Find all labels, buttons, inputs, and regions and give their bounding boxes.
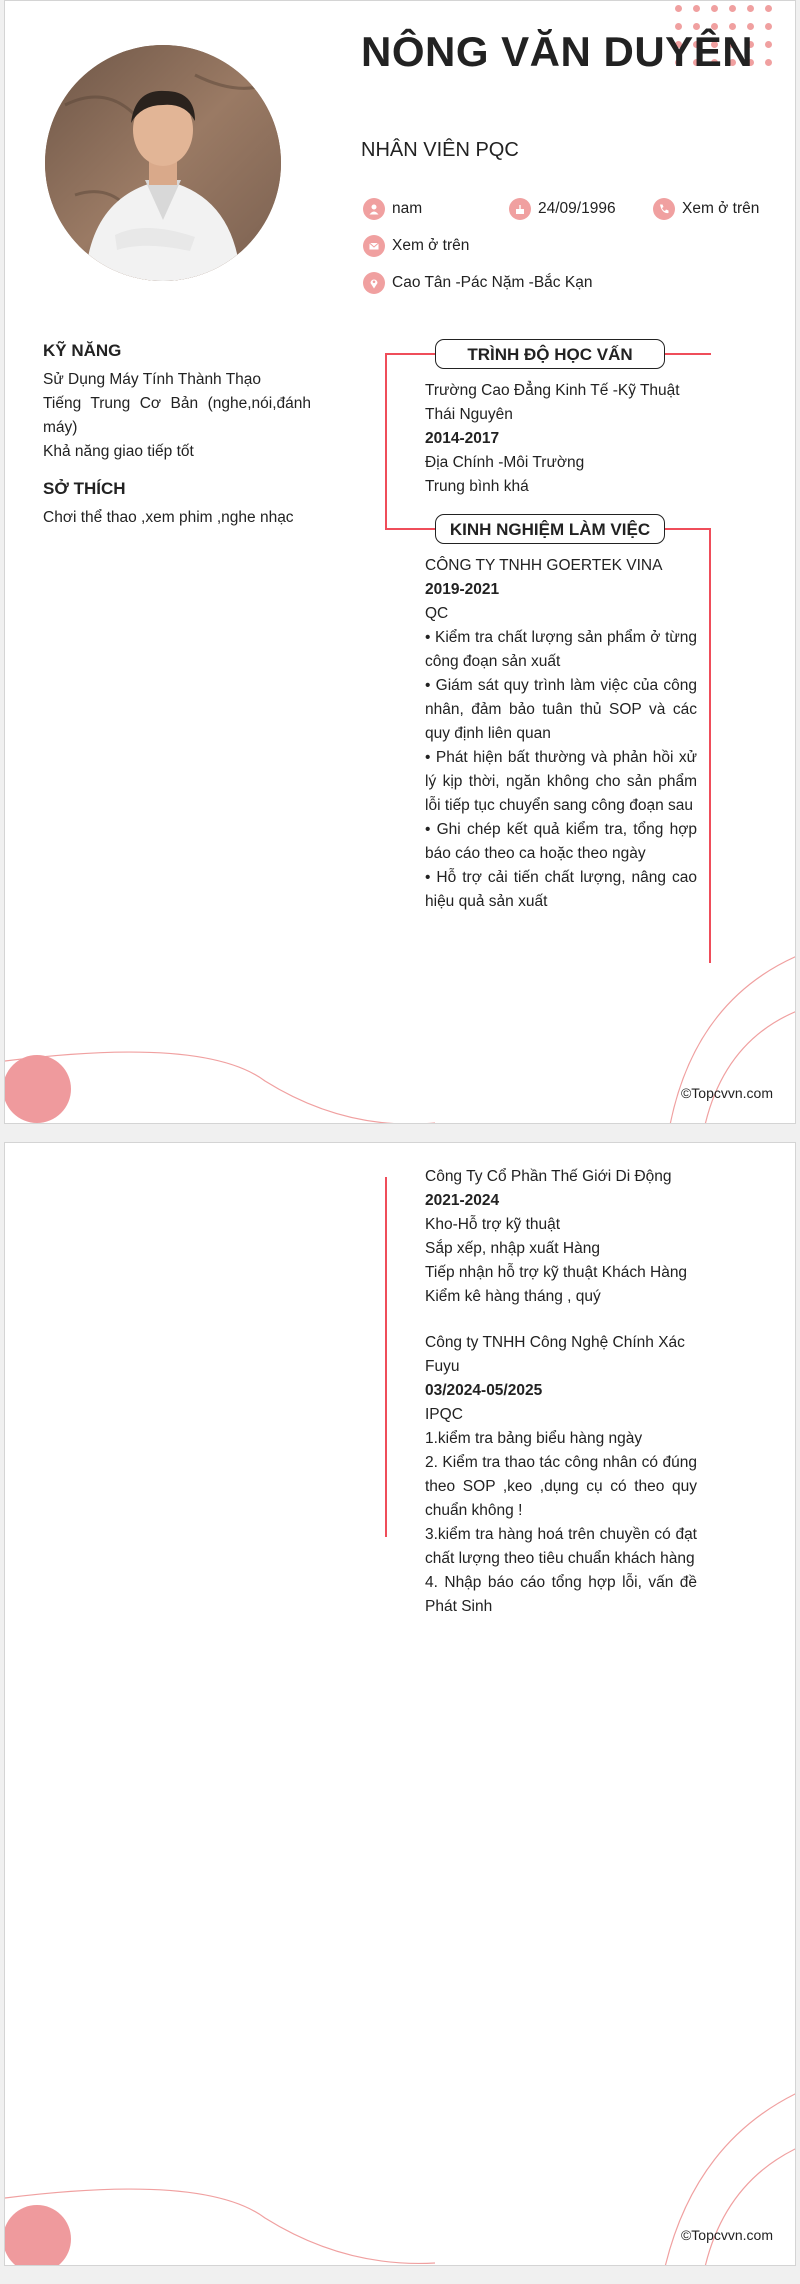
job-period: 2019-2021 [425, 581, 500, 598]
phone-text: Xem ở trên [682, 200, 760, 217]
job-title: NHÂN VIÊN PQC [361, 139, 519, 161]
hobbies-title: SỞ THÍCH [43, 479, 126, 498]
job-detail: • Kiểm tra chất lượng sản phẩm ở từng công đoạn sản xuất [425, 629, 697, 670]
job-detail: Kiểm kê hàng tháng , quý [425, 1288, 601, 1305]
job-detail: • Giám sát quy trình làm việc của công nhân, đảm bảo tuân thủ SOP và các quy định liên quan [425, 677, 697, 742]
job-detail: • Hỗ trợ cải tiến chất lượng, nâng cao hiệu quả sản xuất [425, 869, 697, 910]
job-role: IPQC [425, 1406, 463, 1423]
company-name: Công ty TNHH Công Nghệ Chính Xác Fuyu [425, 1334, 685, 1375]
job-detail: 1.kiểm tra bảng biểu hàng ngày [425, 1430, 643, 1447]
education-major: Địa Chính -Môi Trường [425, 454, 585, 471]
decorative-blob [4, 1055, 71, 1123]
job-detail: • Ghi chép kết quả kiểm tra, tổng hợp báo cáo theo ca hoặc theo ngày [425, 821, 697, 862]
decorative-curves [5, 1, 796, 1124]
job-role: QC [425, 605, 449, 622]
job-period: 03/2024-05/2025 [425, 1382, 543, 1399]
job-detail: 4. Nhập báo cáo tổng hợp lỗi, vấn đề Phát Sinh [425, 1574, 697, 1615]
skill-item: Tiếng Trung Cơ Bản (nghe,nói,đánh máy) [43, 395, 311, 436]
job-detail: 3.kiểm tra hàng hoá trên chuyền có đạt chất lượng theo tiêu chuẩn khách hàng [425, 1526, 697, 1567]
candidate-name: NÔNG VĂN DUYÊN [361, 28, 754, 75]
company-name: CÔNG TY TNHH GOERTEK VINA [425, 557, 663, 574]
job-detail: • Phát hiện bất thường và phản hồi xử lý kịp thời, ngăn không cho sản phẩm lỗi tiếp tục chuyển sang công đoạn sau [425, 749, 697, 814]
job-period: 2021-2024 [425, 1192, 500, 1209]
resume-page-1 [4, 0, 796, 1124]
experience-title: KINH NGHIỆM LÀM VIỆC [435, 514, 665, 544]
decorative-blob [4, 2205, 71, 2266]
job-detail: Tiếp nhận hỗ trợ kỹ thuật Khách Hàng [425, 1264, 688, 1281]
footer-credit: ©Topcvvn.com [680, 2227, 773, 2243]
skills-title: KỸ NĂNG [43, 341, 122, 360]
decorative-curves [5, 1143, 796, 2266]
birthdate-text: 24/09/1996 [538, 200, 616, 217]
education-title: TRÌNH ĐỘ HỌC VẤN [435, 339, 665, 369]
skill-item: Sử Dụng Máy Tính Thành Thạo [43, 371, 262, 388]
skill-item: Khả năng giao tiếp tốt [43, 443, 194, 460]
job-role: Kho-Hỗ trợ kỹ thuật [425, 1216, 561, 1233]
education-period: 2014-2017 [425, 430, 500, 447]
footer-credit: ©Topcvvn.com [680, 1085, 773, 1101]
hobbies-text: Chơi thể thao ,xem phim ,nghe nhạc [43, 509, 294, 526]
resume-page-2 [4, 1142, 796, 2266]
job-detail: Sắp xếp, nhập xuất Hàng [425, 1240, 600, 1257]
education-grade: Trung bình khá [425, 478, 529, 495]
gender-text: nam [392, 200, 423, 217]
address-text: Cao Tân -Pác Nặm -Bắc Kạn [392, 274, 593, 291]
job-detail: 2. Kiểm tra thao tác công nhân có đúng theo SOP ,keo ,dụng cụ có theo quy chuẩn không ! [425, 1454, 697, 1519]
email-text: Xem ở trên [392, 237, 470, 254]
company-name: Công Ty Cổ Phần Thế Giới Di Động [425, 1168, 672, 1185]
school-name: Trường Cao Đẳng Kinh Tế -Kỹ Thuật Thái Nguyên [425, 382, 680, 423]
